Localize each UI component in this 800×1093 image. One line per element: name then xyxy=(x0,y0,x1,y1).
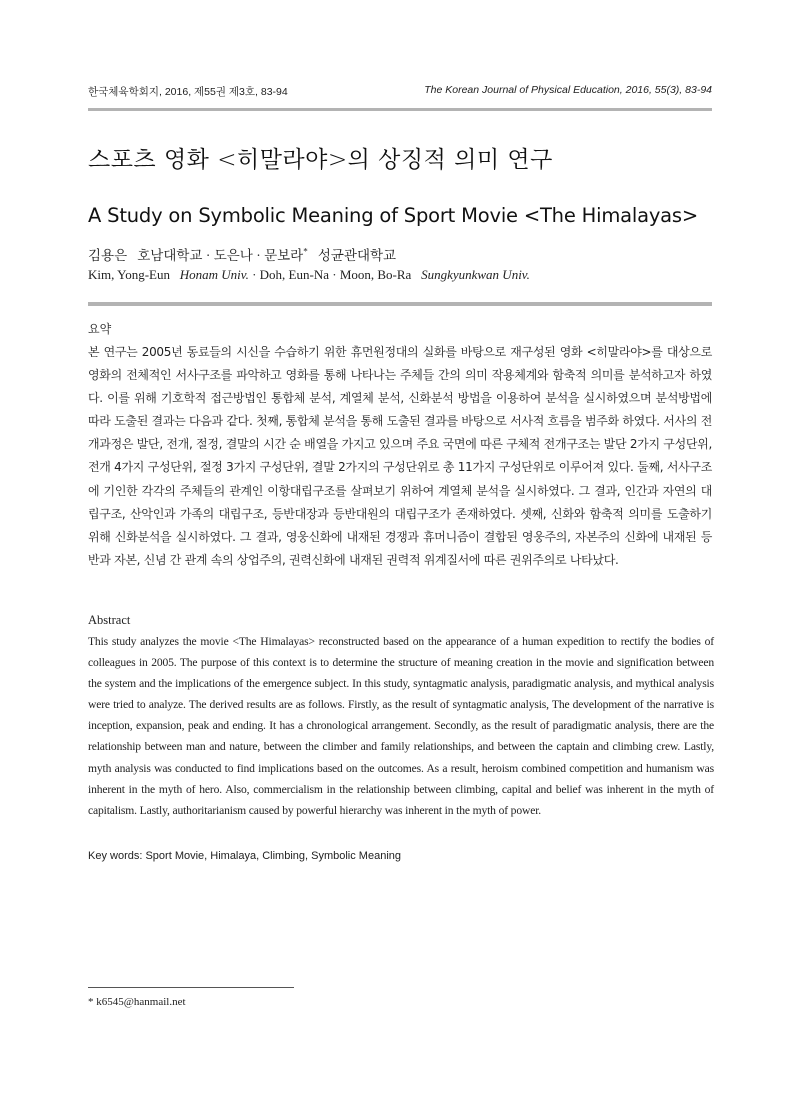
title-korean: 스포츠 영화 <히말라야>의 상징적 의미 연구 xyxy=(88,147,553,173)
author-1-ko: 김용은 xyxy=(88,248,128,263)
authors-korean xyxy=(88,244,396,264)
authors-rest-ko: · 도은나 · 문보라 xyxy=(205,248,304,263)
corresponding-mark: * xyxy=(303,246,308,257)
abstract-ko-heading: 요약 xyxy=(88,322,112,336)
footnote-rule xyxy=(88,987,294,988)
authors-english xyxy=(88,267,530,283)
author-1-en: Kim, Yong-Eun xyxy=(88,267,170,282)
affiliation-1-en: Honam Univ. xyxy=(179,267,249,282)
affiliation-2-en: Sungkyunkwan Univ. xyxy=(421,267,530,282)
title-english: A Study on Symbolic Meaning of Sport Movie <The Himalayas> xyxy=(88,204,699,227)
footnote-email: * k6545@hanmail.net xyxy=(88,996,186,1008)
authors-rest-en: · Doh, Eun-Na · Moon, Bo-Ra xyxy=(252,267,412,282)
abstract-en-heading: Abstract xyxy=(88,613,131,627)
title-block-rule xyxy=(88,302,712,306)
affiliation-2-ko: 성균관대학교 xyxy=(317,248,397,263)
header-rule xyxy=(88,108,712,111)
abstract-english: This study analyzes the movie <The Himalayas> reconstructed based on the appearance of a human expedition to rectify the bodies of colleagues in 2005. The purpose of this context is to determine the structure of meaning creation in the movie and signification between the system and the implications of the emergence subject. In this study, syntagmatic analysis, paradigmatic analysis, and mythical analysis were tried to analyze. The derived results are as follows. Firstly, as the result of syntagmatic analysis, The development of the narrative is inception, expansion, peak and ending. It has a chronological arrangement. Secondly, as the result of paradigmatic analysis, there are the relationship between man and nature, between the climber and family relationships, and between the captain and climbing crew. Lastly, myth analysis was conducted to find implications based on the outcomes. As a result, heroism combined competition and humanism was inherent in the myth of hero. Also, commercialism in the relationship between climbing, capital and belief was inherent in the myth of capitalism. Lastly, authoritarianism caused by powerful hierarchy was inherent in the myth of power. xyxy=(88,635,714,817)
header-journal-en: The Korean Journal of Physical Education, 2016, 55(3), 83-94 xyxy=(424,84,712,96)
abstract-korean: 본 연구는 2005년 동료들의 시신을 수습하기 위한 휴먼원정대의 실화를 바탕으로 재구성된 영화 <히말라야>를 대상으로 영화의 전체적인 서사구조를 파악하고 영화를 통해 나타나는 주체들 간의 의미 작용체계와 함축적 의미를 분석하고자 하였다. 이를 위해 기호학적 접근방법인 통합체 분석, 계열체 분석, 신화분석 방법을 이용하여 분석을 실시하였으며 분석방법에 따라 도출된 결과는 다음과 같다. 첫째, 통합체 분석을 통해 도출된 결과를 바탕으로 서사적 흐름을 범주화 하였다. 서사의 전개과정은 발단, 전개, 절정, 결말의 시간 순 배열을 가지고 있으며 주요 국면에 따른 구체적 전개구조는 발단 2가지 구성단위, 전개 4가지 구성단위, 절정 3가지 구성단위, 결말 2가지의 구성단위로 총 11가지 구성단위로 이루어져 있다. 둘째, 서사구조에 기인한 각각의 주체들의 관계인 이항대립구조를 살펴보기 위하여 계열체 분석을 실시하였다. 그 결과, 인간과 자연의 대립구조, 산악인과 가족의 대립구조, 등반대장과 등반대원의 대립구조가 존재하였다. 셋째, 신화와 함축적 의미를 도출하기 위해 신화분석을 실시하였다. 그 결과, 영웅신화에 내재된 경쟁과 휴머니즘이 결합된 영웅주의, 자본주의 신화에 내재된 등반과 자본, 신념 간 관계 속의 상업주의, 권력신화에 내재된 권력적 위계질서에 따른 권위주의로 나타났다. xyxy=(88,345,712,567)
header-journal-ko: 한국체육학회지, 2016, 제55권 제3호, 83-94 xyxy=(88,86,288,98)
affiliation-1-ko: 호남대학교 xyxy=(137,248,203,263)
keywords: Key words: Sport Movie, Himalaya, Climbing, Symbolic Meaning xyxy=(88,850,402,862)
running-header xyxy=(88,84,712,100)
